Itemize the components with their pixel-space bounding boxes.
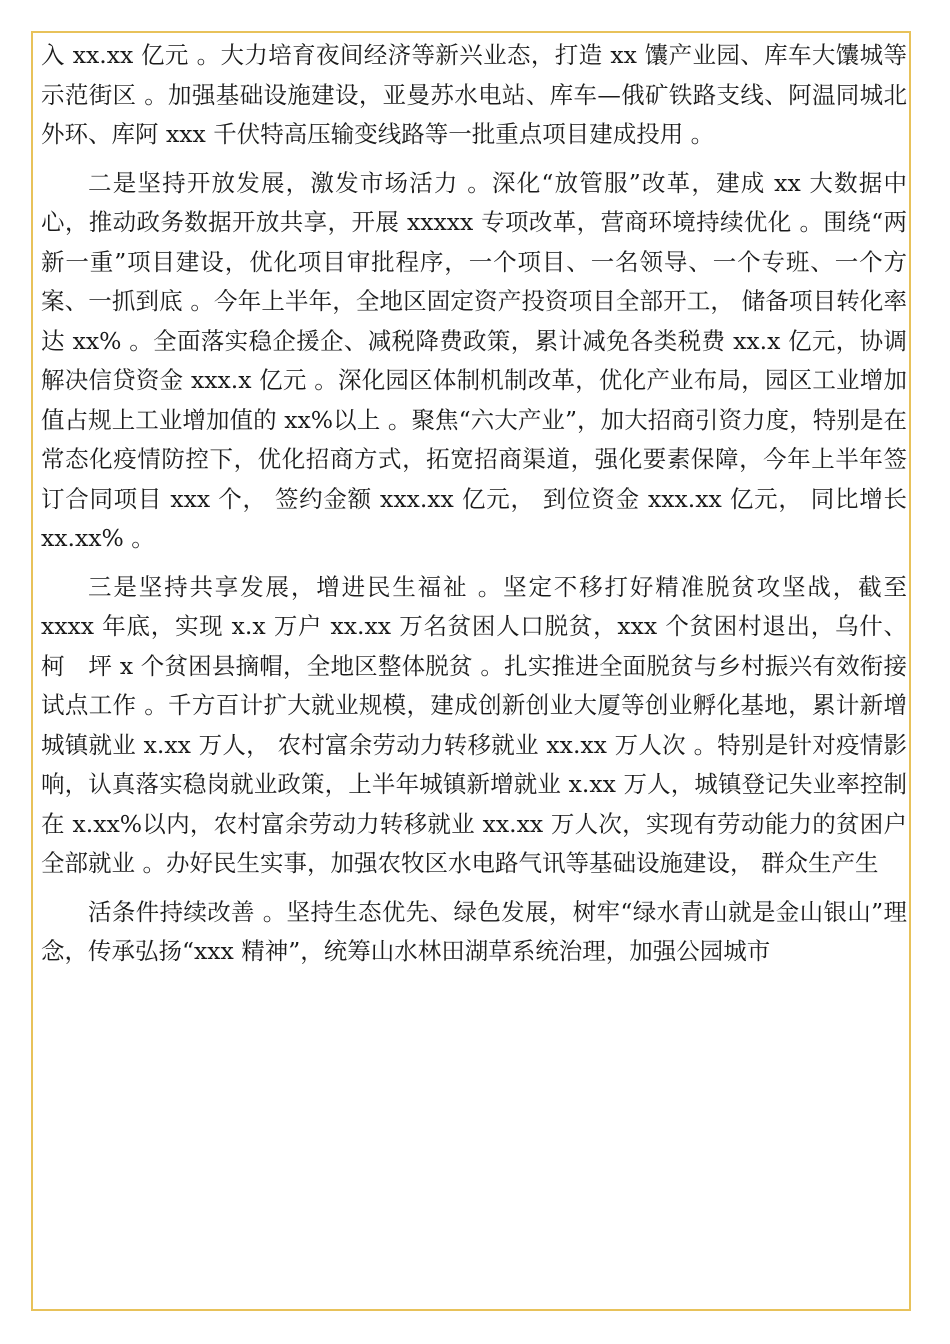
paragraph-continuation: 入 xx.xx 亿元 。大力培育夜间经济等新兴业态，打造 xx 馕产业园、库车大馕城等示范街区 。加强基础设施建设，亚曼苏水电站、库车—俄矿铁路支线、阿温同城北外环、库阿 xxx 千伏特高压输变线路等一批重点项目建成投用 。 (41, 41, 907, 148)
document-body (41, 36, 907, 972)
paragraph-green-development: 活条件持续改善 。坚持生态优先、绿色发展，树牢“绿水青山就是金山银山”理念，传承弘扬“xxx 精神”，统筹山水林田湖草系统治理，加强公园城市 (41, 897, 907, 965)
paragraph-open-development: 二是坚持开放发展，激发市场活力 。深化“放管服”改革，建成 xx 大数据中心，推动政务数据开放共享，开展 xxxxx 专项改革，营商环境持续优化 。围绕“两新一重”项目建设，优化项目审批程序，一个项目、一名领导、一个专班、一个方案、一抓到底 。今年上半年，全地区固定资产投资项目全部开工， 储备项目转化率达 xx% 。全面落实稳企援企、减税降费政策，累计减免各类税费 xx.x 亿元，协调解决信贷资金 xxx.x 亿元 。深化园区体制机制改革，优化产业布局，园区工业增加值占规上工业增加值的 xx%以上 。聚焦“六大产业”，加大招商引资力度，特别是在常态化疫情防控下，优化招商方式，拓宽招商渠道，强化要素保障，今年上半年签订合同项目 xxx 个， 签约金额 xxx.xx 亿元， 到位资金 xxx.xx 亿元， 同比增长 xx.xx% 。 (41, 168, 907, 552)
paragraph-shared-development: 三是坚持共享发展，增进民生福祉 。坚定不移打好精准脱贫攻坚战，截至 xxxx 年底，实现 x.x 万户 xx.xx 万名贫困人口脱贫，xxx 个贫困村退出，乌什、柯 坪 x 个贫困县摘帽，全地区整体脱贫 。扎实推进全面脱贫与乡村振兴有效衔接试点工作 。千方百计扩大就业规模，建成创新创业大厦等创业孵化基地，累计新增城镇就业 x.xx 万人， 农村富余劳动力转移就业 xx.xx 万人次 。特别是针对疫情影响，认真落实稳岗就业政策，上半年城镇新增就业 x.xx 万人，城镇登记失业率控制在 x.xx%以内，农村富余劳动力转移就业 xx.xx 万人次，实现有劳动能力的贫困户全部就业 。办好民生实事，加强农牧区水电路气讯等基础设施建设， 群众生产生 (41, 572, 907, 877)
